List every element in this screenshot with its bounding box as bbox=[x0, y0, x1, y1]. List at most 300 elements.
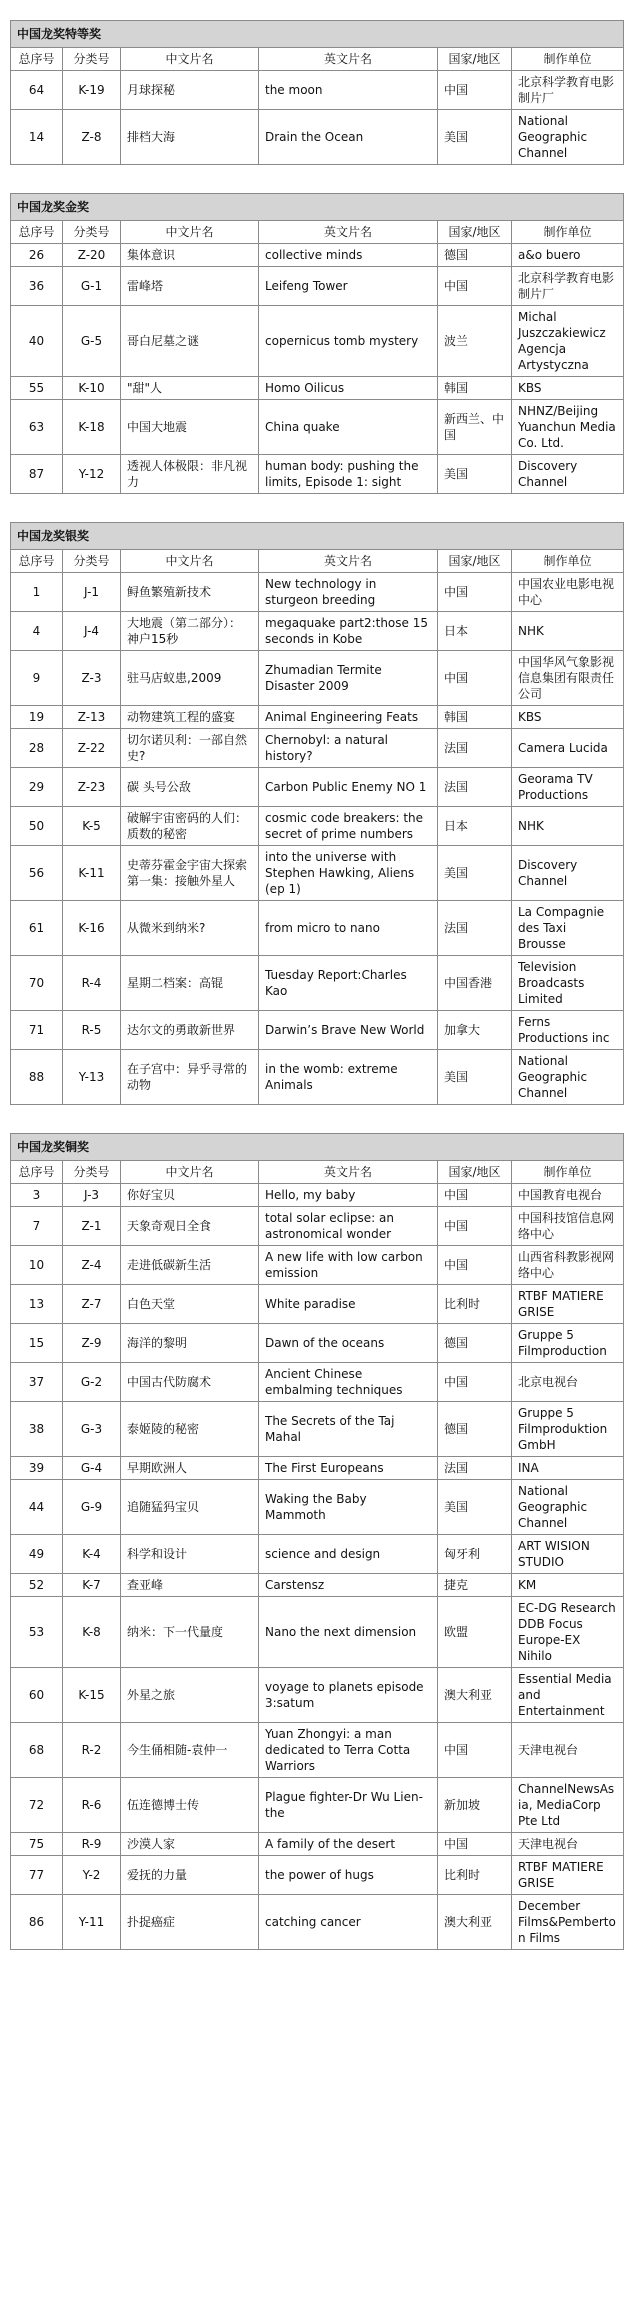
table-cell: 77 bbox=[11, 1856, 63, 1895]
table-cell: Tuesday Report:Charles Kao bbox=[259, 956, 438, 1011]
table-cell: 今生俑相随-袁仲一 bbox=[121, 1723, 259, 1778]
table-cell: 美国 bbox=[438, 1050, 512, 1105]
table-cell: Z-4 bbox=[63, 1246, 121, 1285]
table-cell: Nano the next dimension bbox=[259, 1597, 438, 1668]
table-cell: 美国 bbox=[438, 455, 512, 494]
table-cell: 走进低碳新生活 bbox=[121, 1246, 259, 1285]
table-cell: 查亚峰 bbox=[121, 1574, 259, 1597]
column-header: 中文片名 bbox=[121, 48, 259, 71]
table-cell: 海洋的黎明 bbox=[121, 1324, 259, 1363]
table-cell: 破解宇宙密码的人们：质数的秘密 bbox=[121, 807, 259, 846]
table-row bbox=[11, 1011, 624, 1050]
table-row bbox=[11, 244, 624, 267]
table-cell: 68 bbox=[11, 1723, 63, 1778]
table-cell: Y-2 bbox=[63, 1856, 121, 1895]
table-cell: 天津电视台 bbox=[512, 1723, 624, 1778]
table-cell: K-7 bbox=[63, 1574, 121, 1597]
award-table bbox=[10, 20, 624, 165]
table-cell: Y-11 bbox=[63, 1895, 121, 1950]
table-cell: 北京电视台 bbox=[512, 1363, 624, 1402]
table-cell: J-4 bbox=[63, 612, 121, 651]
table-cell: 排档大海 bbox=[121, 110, 259, 165]
table-cell: 中国 bbox=[438, 1833, 512, 1856]
table-cell: Carbon Public Enemy NO 1 bbox=[259, 768, 438, 807]
table-cell: K-16 bbox=[63, 901, 121, 956]
table-cell: 29 bbox=[11, 768, 63, 807]
table-cell: 法国 bbox=[438, 901, 512, 956]
column-header: 国家/地区 bbox=[438, 48, 512, 71]
table-cell: 白色天堂 bbox=[121, 1285, 259, 1324]
table-cell: NHNZ/Beijing Yuanchun Media Co. Ltd. bbox=[512, 400, 624, 455]
table-cell: R-4 bbox=[63, 956, 121, 1011]
table-cell: 56 bbox=[11, 846, 63, 901]
table-cell: Carstensz bbox=[259, 1574, 438, 1597]
award-table bbox=[10, 193, 624, 494]
table-cell: 37 bbox=[11, 1363, 63, 1402]
table-cell: 大地震（第二部分）：神户15秒 bbox=[121, 612, 259, 651]
table-row bbox=[11, 1402, 624, 1457]
table-cell: G-3 bbox=[63, 1402, 121, 1457]
table-cell: 泰姬陵的秘密 bbox=[121, 1402, 259, 1457]
table-cell: 在子宫中：异乎寻常的动物 bbox=[121, 1050, 259, 1105]
table-row bbox=[11, 956, 624, 1011]
table-cell: INA bbox=[512, 1457, 624, 1480]
award-table bbox=[10, 1133, 624, 1950]
table-cell: 美国 bbox=[438, 1480, 512, 1535]
table-cell: 75 bbox=[11, 1833, 63, 1856]
table-cell: 雷峰塔 bbox=[121, 267, 259, 306]
section-title: 中国龙奖铜奖 bbox=[11, 1134, 624, 1161]
table-row bbox=[11, 1833, 624, 1856]
table-cell: 伍连德博士传 bbox=[121, 1778, 259, 1833]
table-cell: 中国华风气象影视信息集团有限责任公司 bbox=[512, 651, 624, 706]
table-cell: 中国农业电影电视中心 bbox=[512, 573, 624, 612]
table-cell: 40 bbox=[11, 306, 63, 377]
column-header: 制作单位 bbox=[512, 1161, 624, 1184]
table-row bbox=[11, 1856, 624, 1895]
table-row bbox=[11, 846, 624, 901]
table-cell: White paradise bbox=[259, 1285, 438, 1324]
table-cell: Zhumadian Termite Disaster 2009 bbox=[259, 651, 438, 706]
table-cell: K-19 bbox=[63, 71, 121, 110]
table-cell: Z-13 bbox=[63, 706, 121, 729]
table-cell: 澳大利亚 bbox=[438, 1668, 512, 1723]
table-cell: G-9 bbox=[63, 1480, 121, 1535]
table-cell: 63 bbox=[11, 400, 63, 455]
table-cell: National Geographic Channel bbox=[512, 110, 624, 165]
table-cell: Drain the Ocean bbox=[259, 110, 438, 165]
table-cell: KBS bbox=[512, 377, 624, 400]
table-cell: Camera Lucida bbox=[512, 729, 624, 768]
table-cell: 捷克 bbox=[438, 1574, 512, 1597]
table-cell: EC-DG Research DDB Focus Europe-EX Nihilo bbox=[512, 1597, 624, 1668]
table-cell: RTBF MATIERE GRISE bbox=[512, 1856, 624, 1895]
header-row bbox=[11, 221, 624, 244]
table-cell: 澳大利亚 bbox=[438, 1895, 512, 1950]
table-row bbox=[11, 573, 624, 612]
table-cell: K-8 bbox=[63, 1597, 121, 1668]
table-cell: 法国 bbox=[438, 768, 512, 807]
table-cell: 韩国 bbox=[438, 706, 512, 729]
table-cell: 法国 bbox=[438, 1457, 512, 1480]
table-cell: G-2 bbox=[63, 1363, 121, 1402]
table-cell: Z-7 bbox=[63, 1285, 121, 1324]
table-cell: 64 bbox=[11, 71, 63, 110]
award-table bbox=[10, 522, 624, 1105]
column-header: 分类号 bbox=[63, 550, 121, 573]
table-cell: copernicus tomb mystery bbox=[259, 306, 438, 377]
table-cell: 52 bbox=[11, 1574, 63, 1597]
table-row bbox=[11, 901, 624, 956]
table-cell: Essential Media and Entertainment bbox=[512, 1668, 624, 1723]
table-cell: Gruppe 5 Filmproduktion GmbH bbox=[512, 1402, 624, 1457]
table-cell: voyage to planets episode 3:satum bbox=[259, 1668, 438, 1723]
table-cell: 法国 bbox=[438, 729, 512, 768]
column-header: 制作单位 bbox=[512, 550, 624, 573]
table-cell: R-9 bbox=[63, 1833, 121, 1856]
table-cell: Homo Oilicus bbox=[259, 377, 438, 400]
table-cell: R-5 bbox=[63, 1011, 121, 1050]
table-row bbox=[11, 1285, 624, 1324]
table-cell: G-1 bbox=[63, 267, 121, 306]
table-row bbox=[11, 455, 624, 494]
table-cell: 达尔文的勇敢新世界 bbox=[121, 1011, 259, 1050]
table-cell: 49 bbox=[11, 1535, 63, 1574]
table-cell: 60 bbox=[11, 1668, 63, 1723]
table-row bbox=[11, 807, 624, 846]
table-cell: 19 bbox=[11, 706, 63, 729]
table-cell: China quake bbox=[259, 400, 438, 455]
column-header: 英文片名 bbox=[259, 1161, 438, 1184]
table-cell: 日本 bbox=[438, 612, 512, 651]
table-row bbox=[11, 1246, 624, 1285]
table-cell: 早期欧洲人 bbox=[121, 1457, 259, 1480]
table-cell: megaquake part2:those 15 seconds in Kobe bbox=[259, 612, 438, 651]
table-cell: 集体意识 bbox=[121, 244, 259, 267]
table-cell: 德国 bbox=[438, 1402, 512, 1457]
table-cell: K-5 bbox=[63, 807, 121, 846]
table-cell: 50 bbox=[11, 807, 63, 846]
table-cell: 72 bbox=[11, 1778, 63, 1833]
table-cell: K-15 bbox=[63, 1668, 121, 1723]
table-cell: 9 bbox=[11, 651, 63, 706]
column-header: 总序号 bbox=[11, 550, 63, 573]
table-cell: Y-12 bbox=[63, 455, 121, 494]
table-cell: 欧盟 bbox=[438, 1597, 512, 1668]
table-row bbox=[11, 1574, 624, 1597]
column-header: 中文片名 bbox=[121, 550, 259, 573]
table-cell: 中国 bbox=[438, 1184, 512, 1207]
table-cell: National Geographic Channel bbox=[512, 1480, 624, 1535]
table-cell: 70 bbox=[11, 956, 63, 1011]
table-cell: K-4 bbox=[63, 1535, 121, 1574]
table-cell: the power of hugs bbox=[259, 1856, 438, 1895]
table-cell: 中国大地震 bbox=[121, 400, 259, 455]
table-cell: a&o buero bbox=[512, 244, 624, 267]
table-cell: J-1 bbox=[63, 573, 121, 612]
table-cell: K-10 bbox=[63, 377, 121, 400]
table-cell: 新西兰、中国 bbox=[438, 400, 512, 455]
table-cell: Ancient Chinese embalming techniques bbox=[259, 1363, 438, 1402]
table-cell: 13 bbox=[11, 1285, 63, 1324]
table-row bbox=[11, 1668, 624, 1723]
table-cell: Gruppe 5 Filmproduction bbox=[512, 1324, 624, 1363]
table-cell: National Geographic Channel bbox=[512, 1050, 624, 1105]
table-cell: Hello, my baby bbox=[259, 1184, 438, 1207]
table-cell: "甜"人 bbox=[121, 377, 259, 400]
table-cell: 外星之旅 bbox=[121, 1668, 259, 1723]
table-row bbox=[11, 1363, 624, 1402]
table-cell: 哥白尼墓之谜 bbox=[121, 306, 259, 377]
table-cell: 中国 bbox=[438, 267, 512, 306]
column-header: 制作单位 bbox=[512, 221, 624, 244]
table-row bbox=[11, 612, 624, 651]
table-cell: 中国科技馆信息网络中心 bbox=[512, 1207, 624, 1246]
table-row bbox=[11, 706, 624, 729]
table-cell: 4 bbox=[11, 612, 63, 651]
table-cell: collective minds bbox=[259, 244, 438, 267]
table-row bbox=[11, 729, 624, 768]
table-cell: 沙漠人家 bbox=[121, 1833, 259, 1856]
table-cell: 爱抚的力量 bbox=[121, 1856, 259, 1895]
table-cell: 你好宝贝 bbox=[121, 1184, 259, 1207]
table-row bbox=[11, 110, 624, 165]
table-cell: catching cancer bbox=[259, 1895, 438, 1950]
table-cell: 39 bbox=[11, 1457, 63, 1480]
table-cell: Yuan Zhongyi: a man dedicated to Terra Cotta Warriors bbox=[259, 1723, 438, 1778]
header-row bbox=[11, 550, 624, 573]
table-cell: A family of the desert bbox=[259, 1833, 438, 1856]
table-row bbox=[11, 1184, 624, 1207]
table-cell: 26 bbox=[11, 244, 63, 267]
table-cell: 比利时 bbox=[438, 1856, 512, 1895]
header-row bbox=[11, 48, 624, 71]
table-cell: 中国古代防腐术 bbox=[121, 1363, 259, 1402]
table-cell: Z-22 bbox=[63, 729, 121, 768]
table-cell: 中国 bbox=[438, 1723, 512, 1778]
column-header: 英文片名 bbox=[259, 550, 438, 573]
table-cell: 德国 bbox=[438, 1324, 512, 1363]
table-cell: 天象奇观日全食 bbox=[121, 1207, 259, 1246]
table-cell: cosmic code breakers: the secret of prime numbers bbox=[259, 807, 438, 846]
table-cell: Z-3 bbox=[63, 651, 121, 706]
column-header: 总序号 bbox=[11, 221, 63, 244]
table-cell: 北京科学教育电影制片厂 bbox=[512, 71, 624, 110]
table-cell: ChannelNewsAsia, MediaCorp Pte Ltd bbox=[512, 1778, 624, 1833]
table-cell: NHK bbox=[512, 807, 624, 846]
table-cell: 44 bbox=[11, 1480, 63, 1535]
table-cell: New technology in sturgeon breeding bbox=[259, 573, 438, 612]
table-cell: Ferns Productions inc bbox=[512, 1011, 624, 1050]
table-cell: Leifeng Tower bbox=[259, 267, 438, 306]
table-cell: Michal Juszczakiewicz Agencja Artystyczna bbox=[512, 306, 624, 377]
column-header: 中文片名 bbox=[121, 1161, 259, 1184]
table-cell: 中国教育电视台 bbox=[512, 1184, 624, 1207]
table-cell: 28 bbox=[11, 729, 63, 768]
table-cell: 追随猛犸宝贝 bbox=[121, 1480, 259, 1535]
table-cell: RTBF MATIERE GRISE bbox=[512, 1285, 624, 1324]
table-cell: 71 bbox=[11, 1011, 63, 1050]
table-row bbox=[11, 71, 624, 110]
column-header: 分类号 bbox=[63, 48, 121, 71]
table-cell: 韩国 bbox=[438, 377, 512, 400]
table-cell: 86 bbox=[11, 1895, 63, 1950]
table-cell: ART WISION STUDIO bbox=[512, 1535, 624, 1574]
table-cell: 美国 bbox=[438, 846, 512, 901]
table-cell: Dawn of the oceans bbox=[259, 1324, 438, 1363]
table-cell: 北京科学教育电影制片厂 bbox=[512, 267, 624, 306]
table-cell: The First Europeans bbox=[259, 1457, 438, 1480]
table-cell: from micro to nano bbox=[259, 901, 438, 956]
table-cell: K-18 bbox=[63, 400, 121, 455]
table-cell: in the womb: extreme Animals bbox=[259, 1050, 438, 1105]
table-cell: 中国香港 bbox=[438, 956, 512, 1011]
table-cell: 史蒂芬霍金宇宙大探索第一集：接触外星人 bbox=[121, 846, 259, 901]
header-row bbox=[11, 1161, 624, 1184]
table-cell: 15 bbox=[11, 1324, 63, 1363]
table-row bbox=[11, 651, 624, 706]
table-cell: Z-20 bbox=[63, 244, 121, 267]
table-cell: Discovery Channel bbox=[512, 455, 624, 494]
table-row bbox=[11, 1778, 624, 1833]
table-cell: Georama TV Productions bbox=[512, 768, 624, 807]
section-title: 中国龙奖银奖 bbox=[11, 523, 624, 550]
table-row bbox=[11, 1480, 624, 1535]
table-cell: Waking the Baby Mammoth bbox=[259, 1480, 438, 1535]
table-cell: K-11 bbox=[63, 846, 121, 901]
table-cell: G-5 bbox=[63, 306, 121, 377]
table-cell: Darwin’s Brave New World bbox=[259, 1011, 438, 1050]
table-cell: 科学和设计 bbox=[121, 1535, 259, 1574]
table-row bbox=[11, 267, 624, 306]
column-header: 英文片名 bbox=[259, 221, 438, 244]
table-cell: human body: pushing the limits, Episode 1: sight bbox=[259, 455, 438, 494]
table-row bbox=[11, 377, 624, 400]
table-cell: 碳 头号公敌 bbox=[121, 768, 259, 807]
table-cell: 鲟鱼繁殖新技术 bbox=[121, 573, 259, 612]
table-cell: R-2 bbox=[63, 1723, 121, 1778]
table-cell: 波兰 bbox=[438, 306, 512, 377]
table-cell: G-4 bbox=[63, 1457, 121, 1480]
column-header: 国家/地区 bbox=[438, 550, 512, 573]
table-cell: December Films&Pemberton Films bbox=[512, 1895, 624, 1950]
column-header: 中文片名 bbox=[121, 221, 259, 244]
table-row bbox=[11, 306, 624, 377]
column-header: 分类号 bbox=[63, 1161, 121, 1184]
table-cell: 53 bbox=[11, 1597, 63, 1668]
table-cell: J-3 bbox=[63, 1184, 121, 1207]
table-cell: Animal Engineering Feats bbox=[259, 706, 438, 729]
table-cell: total solar eclipse: an astronomical wonder bbox=[259, 1207, 438, 1246]
table-cell: 比利时 bbox=[438, 1285, 512, 1324]
table-cell: R-6 bbox=[63, 1778, 121, 1833]
section-title: 中国龙奖特等奖 bbox=[11, 21, 624, 48]
column-header: 国家/地区 bbox=[438, 221, 512, 244]
table-cell: 德国 bbox=[438, 244, 512, 267]
table-cell: 山西省科教影视网络中心 bbox=[512, 1246, 624, 1285]
table-cell: 透视人体极限：非凡视力 bbox=[121, 455, 259, 494]
column-header: 总序号 bbox=[11, 1161, 63, 1184]
table-cell: 中国 bbox=[438, 573, 512, 612]
table-cell: KBS bbox=[512, 706, 624, 729]
table-cell: 61 bbox=[11, 901, 63, 956]
column-header: 分类号 bbox=[63, 221, 121, 244]
table-cell: Chernobyl: a natural history? bbox=[259, 729, 438, 768]
column-header: 制作单位 bbox=[512, 48, 624, 71]
table-cell: 7 bbox=[11, 1207, 63, 1246]
table-cell: Z-9 bbox=[63, 1324, 121, 1363]
section-title: 中国龙奖金奖 bbox=[11, 194, 624, 221]
table-cell: 美国 bbox=[438, 110, 512, 165]
column-header: 英文片名 bbox=[259, 48, 438, 71]
column-header: 总序号 bbox=[11, 48, 63, 71]
table-cell: 38 bbox=[11, 1402, 63, 1457]
table-cell: 中国 bbox=[438, 651, 512, 706]
table-cell: 中国 bbox=[438, 1363, 512, 1402]
table-cell: the moon bbox=[259, 71, 438, 110]
table-row bbox=[11, 1457, 624, 1480]
table-cell: 87 bbox=[11, 455, 63, 494]
table-cell: Plague fighter-Dr Wu Lien-the bbox=[259, 1778, 438, 1833]
table-cell: 驻马店蚁患,2009 bbox=[121, 651, 259, 706]
table-cell: 55 bbox=[11, 377, 63, 400]
table-cell: 日本 bbox=[438, 807, 512, 846]
table-cell: Discovery Channel bbox=[512, 846, 624, 901]
table-cell: KM bbox=[512, 1574, 624, 1597]
table-row bbox=[11, 1535, 624, 1574]
table-cell: 中国 bbox=[438, 71, 512, 110]
table-row bbox=[11, 400, 624, 455]
table-cell: La Compagnie des Taxi Brousse bbox=[512, 901, 624, 956]
table-cell: 36 bbox=[11, 267, 63, 306]
table-cell: Television Broadcasts Limited bbox=[512, 956, 624, 1011]
table-cell: 88 bbox=[11, 1050, 63, 1105]
table-cell: 加拿大 bbox=[438, 1011, 512, 1050]
column-header: 国家/地区 bbox=[438, 1161, 512, 1184]
table-cell: Z-1 bbox=[63, 1207, 121, 1246]
table-cell: 10 bbox=[11, 1246, 63, 1285]
table-row bbox=[11, 1895, 624, 1950]
table-cell: Z-23 bbox=[63, 768, 121, 807]
table-cell: Y-13 bbox=[63, 1050, 121, 1105]
table-cell: 纳米：下一代量度 bbox=[121, 1597, 259, 1668]
table-cell: science and design bbox=[259, 1535, 438, 1574]
table-cell: 动物建筑工程的盛宴 bbox=[121, 706, 259, 729]
table-row bbox=[11, 1723, 624, 1778]
table-cell: NHK bbox=[512, 612, 624, 651]
table-cell: 14 bbox=[11, 110, 63, 165]
table-row bbox=[11, 1324, 624, 1363]
table-cell: 3 bbox=[11, 1184, 63, 1207]
table-cell: 月球探秘 bbox=[121, 71, 259, 110]
table-cell: Z-8 bbox=[63, 110, 121, 165]
table-cell: 从微米到纳米? bbox=[121, 901, 259, 956]
table-cell: 匈牙利 bbox=[438, 1535, 512, 1574]
table-cell: 星期二档案：高锟 bbox=[121, 956, 259, 1011]
table-cell: 天津电视台 bbox=[512, 1833, 624, 1856]
table-row bbox=[11, 1207, 624, 1246]
table-cell: 新加坡 bbox=[438, 1778, 512, 1833]
table-cell: A new life with low carbon emission bbox=[259, 1246, 438, 1285]
table-cell: The Secrets of the Taj Mahal bbox=[259, 1402, 438, 1457]
table-cell: 扑捉癌症 bbox=[121, 1895, 259, 1950]
table-cell: 中国 bbox=[438, 1207, 512, 1246]
table-row bbox=[11, 1597, 624, 1668]
table-cell: 切尔诺贝利：一部自然史? bbox=[121, 729, 259, 768]
table-row bbox=[11, 768, 624, 807]
table-cell: 1 bbox=[11, 573, 63, 612]
table-cell: into the universe with Stephen Hawking, Aliens (ep 1) bbox=[259, 846, 438, 901]
